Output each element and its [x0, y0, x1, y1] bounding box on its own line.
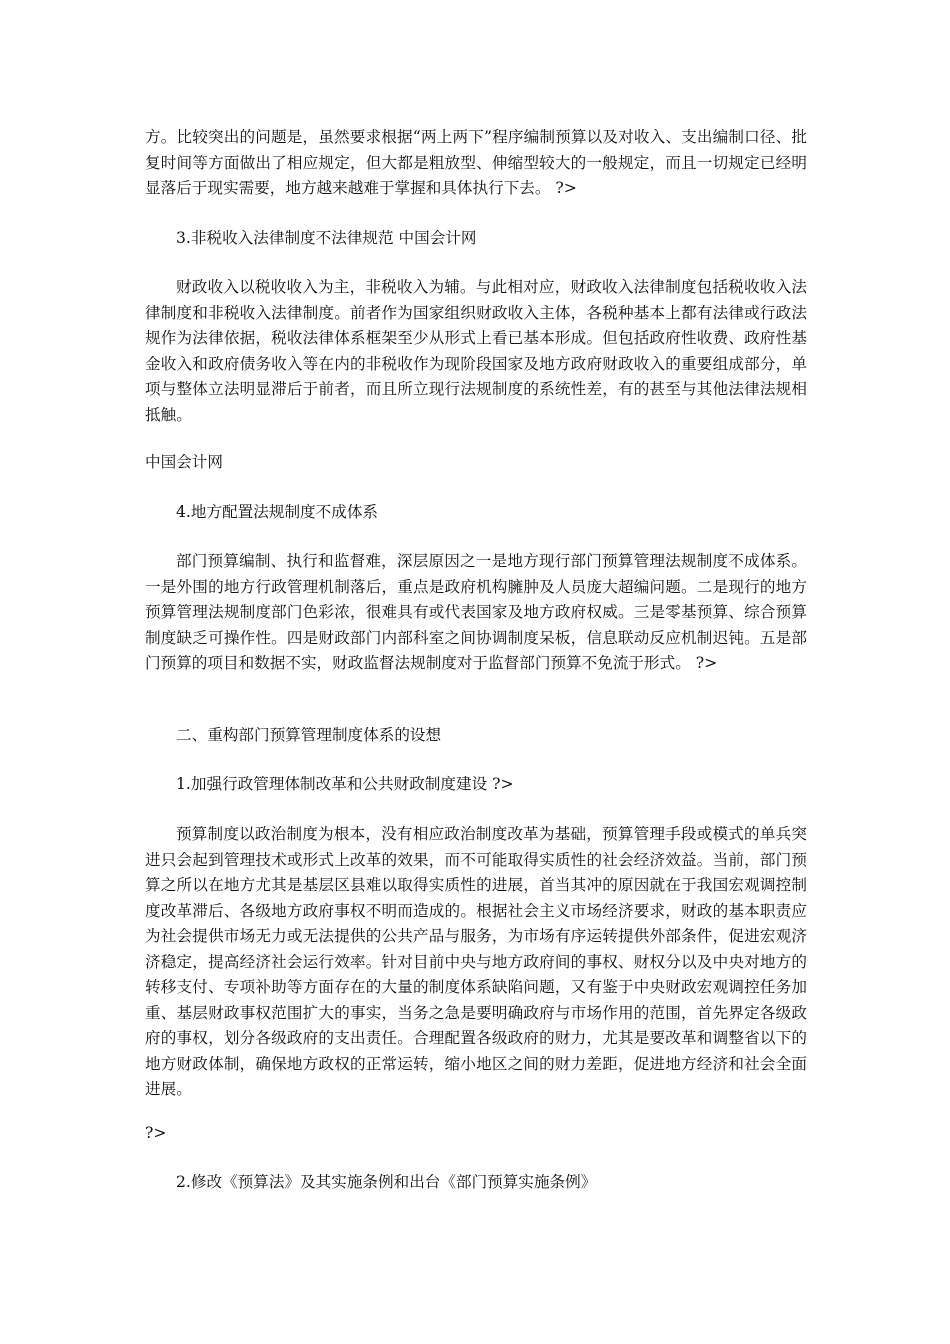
- source-label: 中国会计网: [145, 453, 223, 471]
- paragraph-non-tax-revenue: 财政收入以税收收入为主，非税收入为辅。与此相对应，财政收入法律制度包括税收收入法律制度和非税收入法律制度。前者作为国家组织财政收入主体，各税种基本上都有法律或行政法规作为法律依据，税收法律体系框架至少从形式上看已基本形成。但包括政府性收费、政府性基金收入和政府债务收入等在内的非税收作为现阶段国家及地方政府财政收入的重要组成部分，单项与整体立法明显滞后于前者，而且所立现行法规制度的系统性差，有的甚至与其他法律法规相抵触。: [145, 278, 807, 424]
- paragraph-budget-procedure: 方。比较突出的问题是，虽然要求根据“两上两下”程序编制预算以及对收入、支出编制口径、批复时间等方面做出了相应规定，但大都是粗放型、伸缩型较大的一般规定，而且一切规定已经明显落后于现实需要，地方越来越难于掌握和具体执行下去。 ?>: [145, 128, 807, 197]
- heading-local-regulations: 4.地方配置法规制度不成体系: [176, 503, 379, 521]
- heading-non-tax-revenue: 3.非税收入法律制度不法律规范 中国会计网: [176, 229, 477, 247]
- paragraph-local-regulations: 部门预算编制、执行和监督难，深层原因之一是地方现行部门预算管理法规制度不成体系。一是外围的地方行政管理机制落后，重点是政府机构臃肿及人员庞大超编问题。二是现行的地方预算管理法规制度部门色彩浓，很难具有或代表国家及地方政府权威。三是零基预算、综合预算制度缺乏可操作性。四是财政部门内部科室之间协调制度呆板，信息联动反应机制迟钝。五是部门预算的项目和数据不实，财政监督法规制度对于监督部门预算不免流于形式。 ?>: [145, 552, 807, 672]
- section-heading-reconstruction: 二、重构部门预算管理制度体系的设想: [176, 726, 442, 744]
- marker-text: ?>: [145, 1124, 167, 1142]
- paragraph-administrative-reform: 预算制度以政治制度为根本，没有相应政治制度改革为基础，预算管理手段或模式的单兵突进只会起到管理技术或形式上改革的效果，而不可能取得实质性的社会经济效益。当前，部门预算之所以在地方尤其是基层区县难以取得实质性的进展，首当其冲的原因就在于我国宏观调控制度改革滞后、各级地方政府事权不明而造成的。根据社会主义市场经济要求，财政的基本职责应为社会提供市场无力或无法提供的公共产品与服务，为市场有序运转提供外部条件，促进宏观济济稳定，提高经济社会运行效率。针对目前中央与地方政府间的事权、财权分以及中央对地方的转移支付、专项补助等方面存在的大量的制度体系缺陷问题，又有鉴于中央财政宏观调控任务加重、基层财政事权范围扩大的事实，当务之急是要明确政府与市场作用的范围，首先界定各级政府的事权，划分各级政府的支出责任。合理配置各级政府的财力，尤其是要改革和调整省以下的地方财政体制，确保地方政权的正常运转，缩小地区之间的财力差距，促进地方经济和社会全面进展。: [145, 825, 807, 1098]
- heading-administrative-reform: 1.加强行政管理体制改革和公共财政制度建设 ?>: [176, 775, 514, 793]
- heading-budget-law: 2.修改《预算法》及其实施条例和出台《部门预算实施条例》: [176, 1173, 597, 1191]
